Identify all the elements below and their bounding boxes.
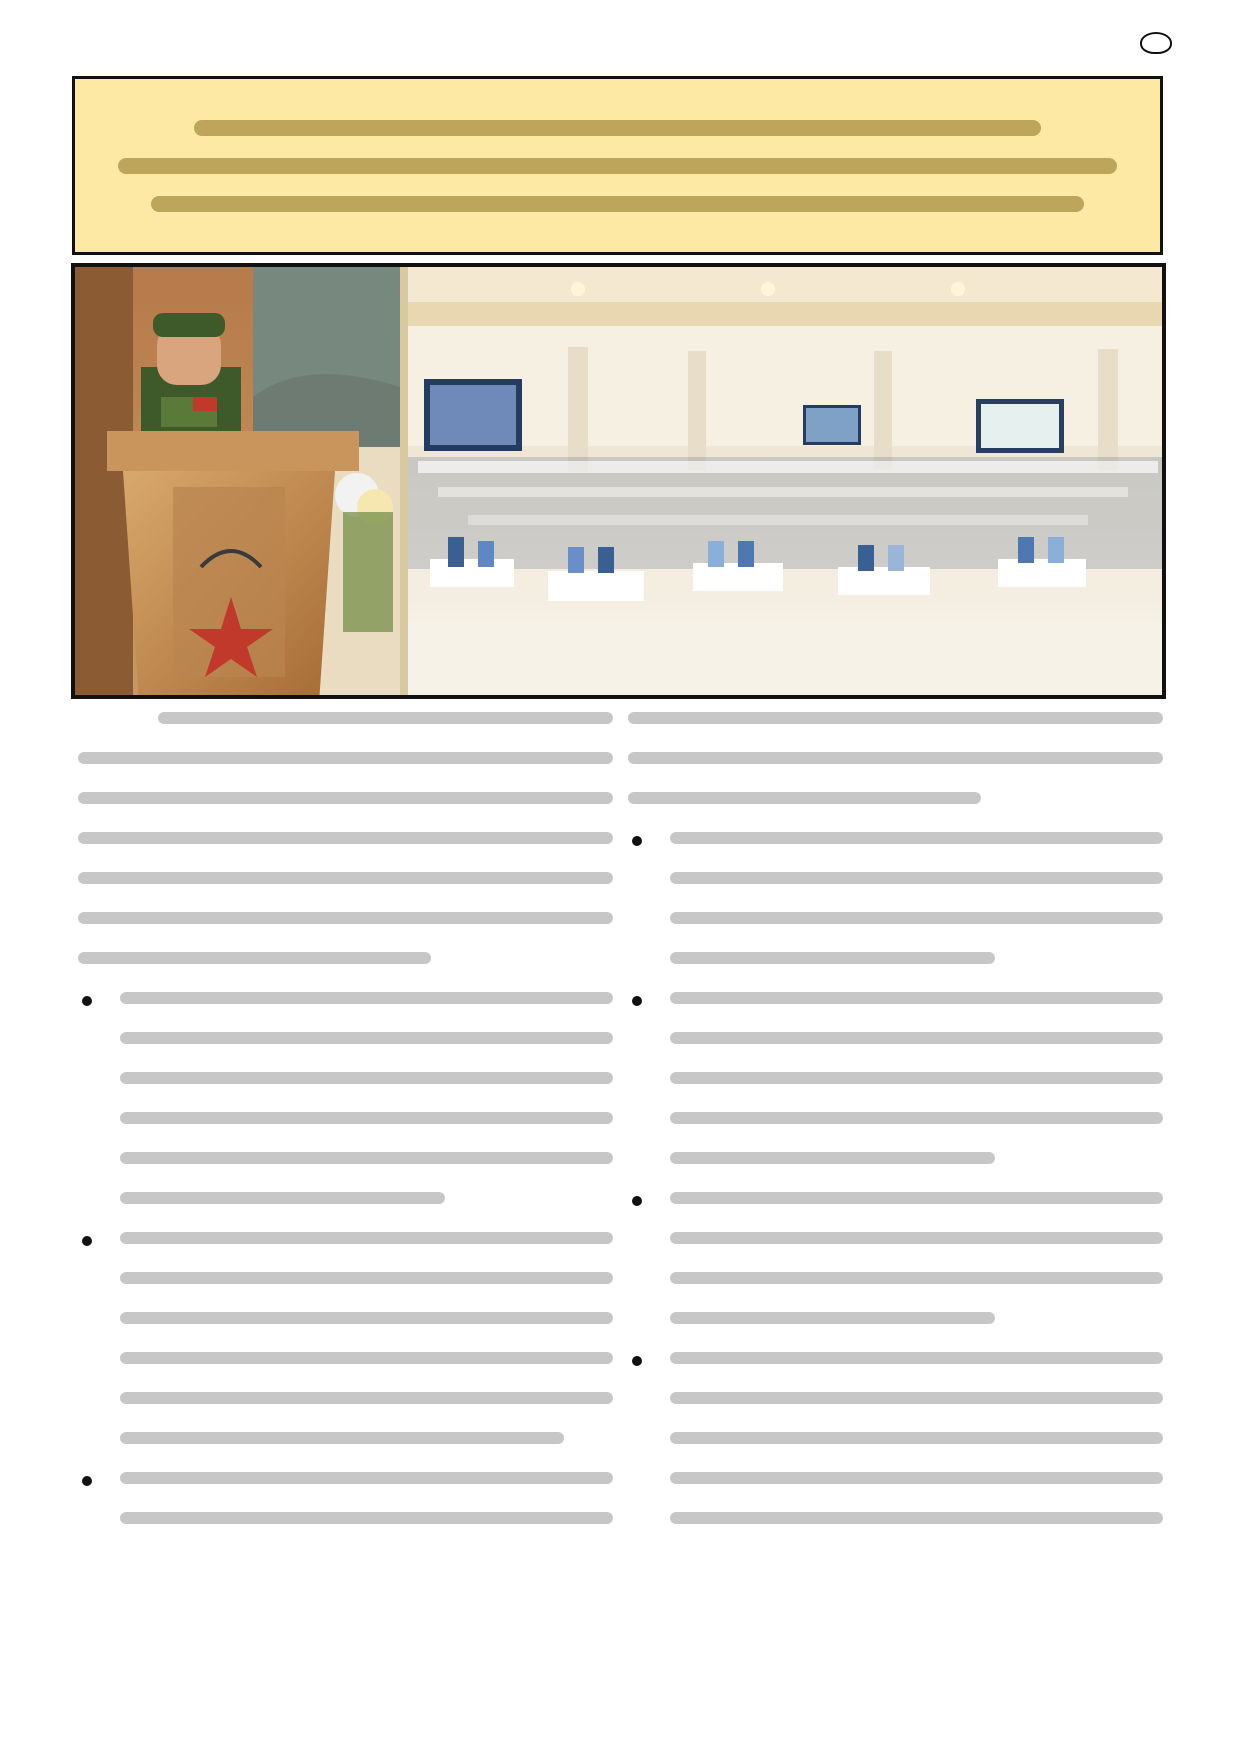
left-column [78,712,613,1552]
headline-line-3 [151,196,1084,212]
list-item [78,992,613,1204]
photo-frame [71,263,1166,699]
headline-box [72,76,1163,255]
bullet-icon [632,996,642,1006]
list-item [628,1192,1163,1324]
assembly-hall-photo [408,267,1162,695]
bullet-icon [632,1196,642,1206]
bullet-icon [82,1476,92,1486]
page-number [1140,32,1172,54]
bullet-icon [632,836,642,846]
bullet-icon [82,996,92,1006]
list-item [78,1472,613,1524]
intro-paragraph [78,712,613,964]
list-item [78,1232,613,1444]
bullet-icon [82,1236,92,1246]
speaker-photo [75,267,400,695]
headline-line-1 [194,120,1040,136]
list-item [628,832,1163,964]
list-item [628,1352,1163,1524]
headline-line-2 [118,158,1116,174]
bullet-icon [632,1356,642,1366]
list-item [628,992,1163,1164]
right-column [628,712,1163,1552]
continuation-paragraph [628,712,1163,804]
